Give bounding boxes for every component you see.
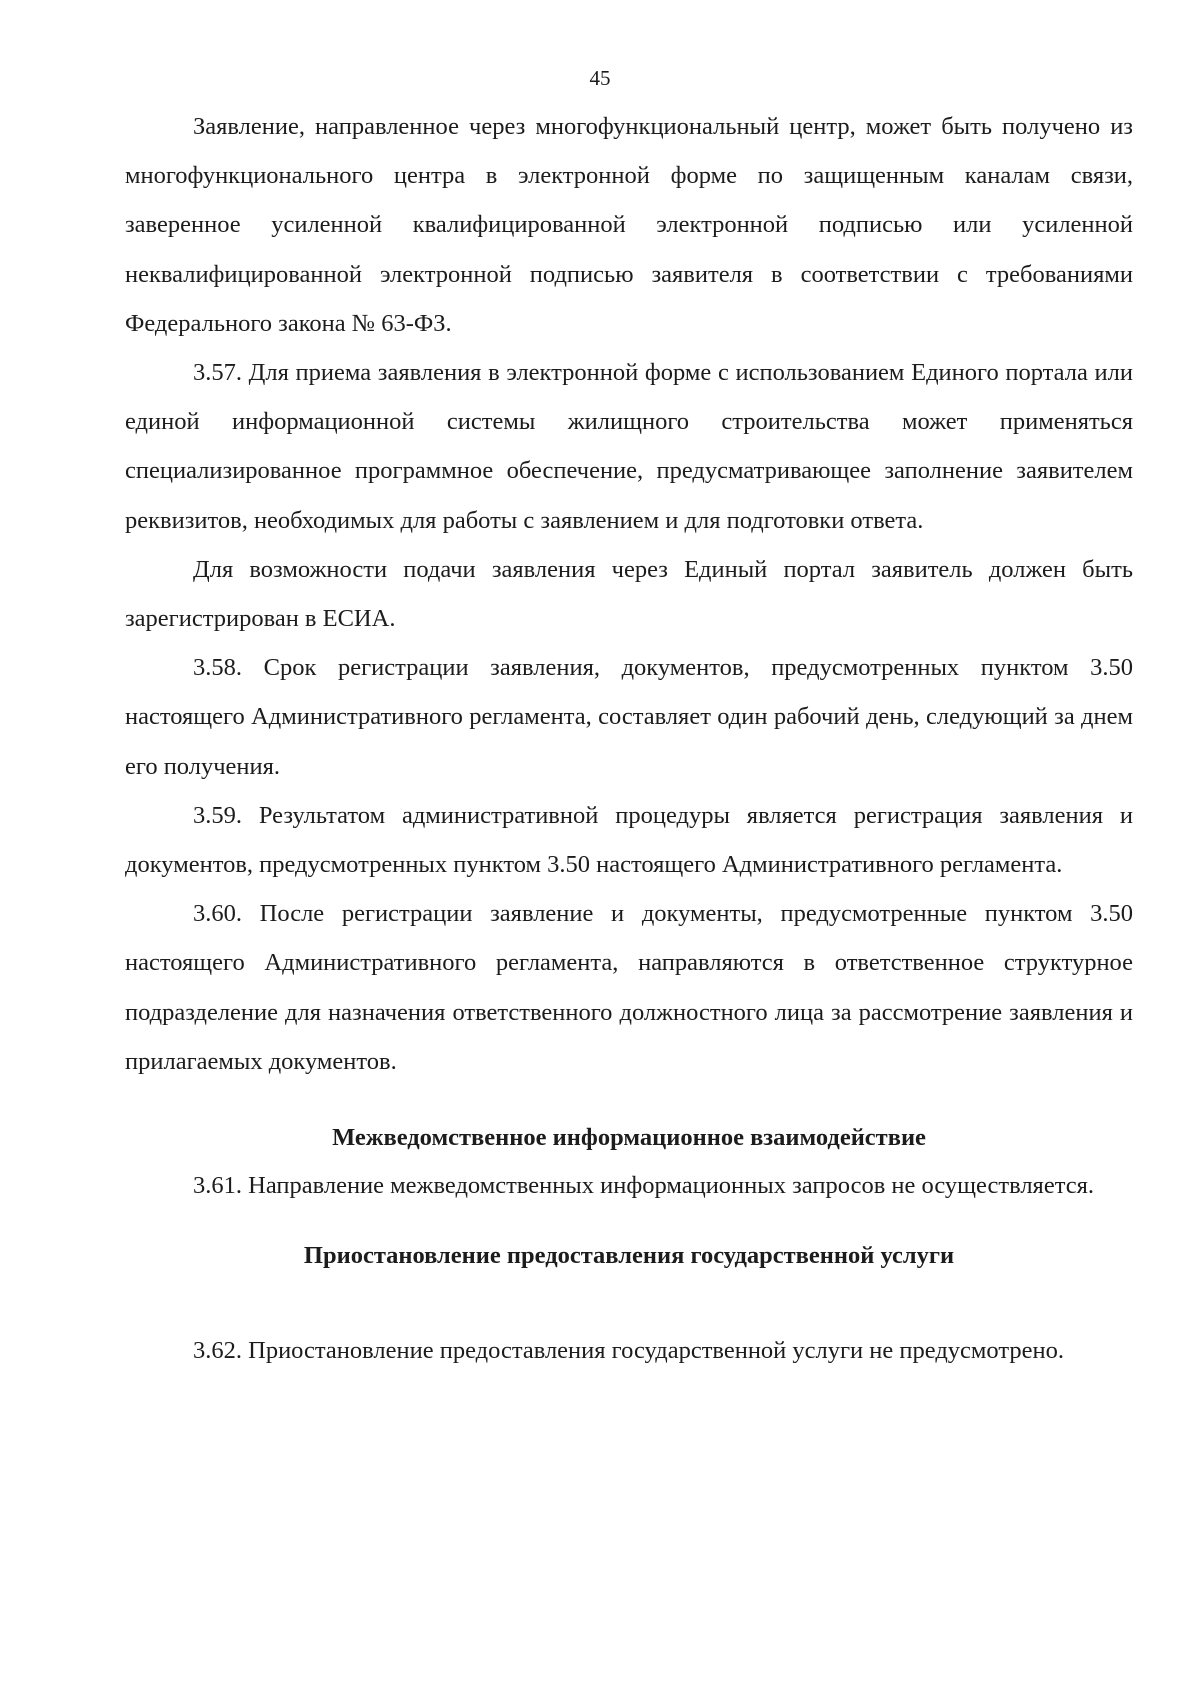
section-heading-interagency: Межведомственное информационное взаимодействие <box>332 1124 926 1152</box>
paragraph-mfc-statement: Заявление, направленное через многофункциональный центр, может быть получено из многофункционального центра в электронной форме по защищенным каналам связи, заверенное усиленной квалифицированной электронной подписью или усиленной неквалифицированной электронной подписью заявителя в соответствии с требованиями Федерального закона № 63-ФЗ. <box>125 113 1133 337</box>
paragraph-3-58: 3.58. Срок регистрации заявления, документов, предусмотренных пунктом 3.50 настоящего Административного регламента, составляет один рабочий день, следующий за днем его получения. <box>125 654 1133 780</box>
paragraph-3-57: 3.57. Для приема заявления в электронной форме с использованием Единого портала или единой информационной системы жилищного строительства может применяться специализированное программное обеспечение, предусматривающее заполнение заявителем реквизитов, необходимых для работы с заявлением и для подготовки ответа. <box>125 359 1133 534</box>
document-body <box>125 102 1133 1380</box>
paragraph-3-59: 3.59. Результатом административной процедуры является регистрация заявления и документов, предусмотренных пунктом 3.50 настоящего Административного регламента. <box>125 801 1133 879</box>
page-number: 45 <box>589 66 611 90</box>
paragraph-3-61: 3.61. Направление межведомственных информационных запросов не осуществляется. <box>193 1172 1094 1200</box>
paragraph-3-60: 3.60. После регистрации заявление и документы, предусмотренные пунктом 3.50 настоящего Административного регламента, направляются в ответственное структурное подразделение для назначения ответственного должностного лица за рассмотрение заявления и прилагаемых документов. <box>125 900 1133 1075</box>
paragraph-3-62: 3.62. Приостановление предоставления государственной услуги не предусмотрено. <box>193 1337 1064 1365</box>
paragraph-esia: Для возможности подачи заявления через Единый портал заявитель должен быть зарегистрирован в ЕСИА. <box>125 555 1133 633</box>
section-heading-suspension: Приостановление предоставления государственной услуги <box>303 1242 955 1270</box>
